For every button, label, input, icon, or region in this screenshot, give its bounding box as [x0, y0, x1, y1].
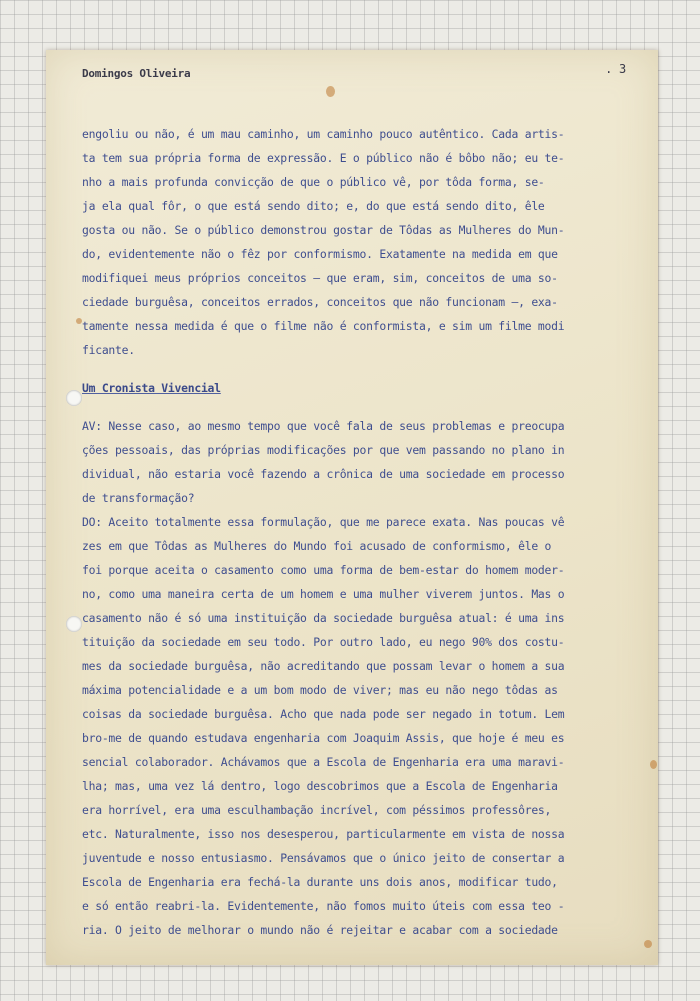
text-line: e só então reabri-la. Evidentemente, não fomos muito úteis com essa teo - [82, 899, 565, 913]
text-line: ciedade burguêsa, conceitos errados, conceitos que não funcionam —, exa- [82, 295, 558, 309]
page-header-author: Domingos Oliveira [82, 67, 191, 80]
text-line: ficante. [82, 343, 135, 357]
text-line: de transformação? [82, 491, 195, 505]
text-line: casamento não é só uma instituição da sociedade burguêsa atual: é uma ins [82, 611, 565, 625]
spacer [82, 400, 627, 414]
punch-hole [66, 390, 82, 406]
text-line: ta tem sua própria forma de expressão. E o público não é bôbo não; eu te- [82, 151, 565, 165]
text-line: ções pessoais, das próprias modificações por que vem passando no plano in [82, 443, 565, 457]
text-line: AV: Nesse caso, ao mesmo tempo que você fala de seus problemas e preocupa [82, 419, 565, 433]
text-line: bro-me de quando estudava engenharia com Joaquim Assis, que hoje é meu es [82, 731, 565, 745]
text-line: modifiquei meus próprios conceitos — que eram, sim, conceitos de uma so- [82, 271, 558, 285]
typewritten-page [46, 50, 658, 965]
text-line: do, evidentemente não o fêz por conformismo. Exatamente na medida em que [82, 247, 558, 261]
text-line: nho a mais profunda convicção de que o público vê, por tôda forma, se- [82, 175, 545, 189]
text-line: era horrível, era uma esculhambação incrível, com péssimos professôres, [82, 803, 552, 817]
section-heading: Um Cronista Vivencial [82, 381, 221, 395]
rust-stain [650, 760, 657, 769]
text-line: Escola de Engenharia era fechá-la durante uns dois anos, modificar tudo, [82, 875, 558, 889]
text-line: mes da sociedade burguêsa, não acreditando que possam levar o homem a sua [82, 659, 565, 673]
text-line: tamente nessa medida é que o filme não é conformista, e sim um filme modi [82, 319, 565, 333]
text-line: dividual, não estaria você fazendo a crônica de uma sociedade em processo [82, 467, 565, 481]
punch-hole [66, 616, 82, 632]
text-line: juventude e nosso entusiasmo. Pensávamos que o único jeito de consertar a [82, 851, 565, 865]
text-line: ja ela qual fôr, o que está sendo dito; e, do que está sendo dito, êle [82, 199, 545, 213]
text-line: coisas da sociedade burguêsa. Acho que nada pode ser negado in totum. Lem [82, 707, 565, 721]
text-line: no, como uma maneira certa de um homem e uma mulher viverem juntos. Mas o [82, 587, 565, 601]
text-line: gosta ou não. Se o público demonstrou gostar de Tôdas as Mulheres do Mun- [82, 223, 565, 237]
text-line: etc. Naturalmente, isso nos desesperou, particularmente em vista de nossa [82, 827, 565, 841]
text-line: DO: Aceito totalmente essa formulação, que me parece exata. Nas poucas vê [82, 515, 565, 529]
spacer [82, 362, 627, 376]
text-line: zes em que Tôdas as Mulheres do Mundo foi acusado de conformismo, êle o [82, 539, 552, 553]
text-line: sencial colaborador. Achávamos que a Escola de Engenharia era uma maravi- [82, 755, 565, 769]
text-line: foi porque aceita o casamento como uma forma de bem-estar do homem moder- [82, 563, 565, 577]
text-line: tituição da sociedade em seu todo. Por outro lado, eu nego 90% dos costu- [82, 635, 565, 649]
rust-stain [326, 86, 335, 97]
page-number: . 3 [605, 62, 626, 76]
text-line: ria. O jeito de melhorar o mundo não é rejeitar e acabar com a sociedade [82, 923, 558, 937]
rust-stain [76, 318, 82, 324]
text-line: máxima potencialidade e a um bom modo de viver; mas eu não nego tôdas as [82, 683, 558, 697]
text-line: engoliu ou não, é um mau caminho, um caminho pouco autêntico. Cada artis- [82, 127, 565, 141]
text-body [82, 122, 627, 942]
rust-stain [644, 940, 652, 948]
text-line: lha; mas, uma vez lá dentro, logo descobrimos que a Escola de Engenharia [82, 779, 558, 793]
